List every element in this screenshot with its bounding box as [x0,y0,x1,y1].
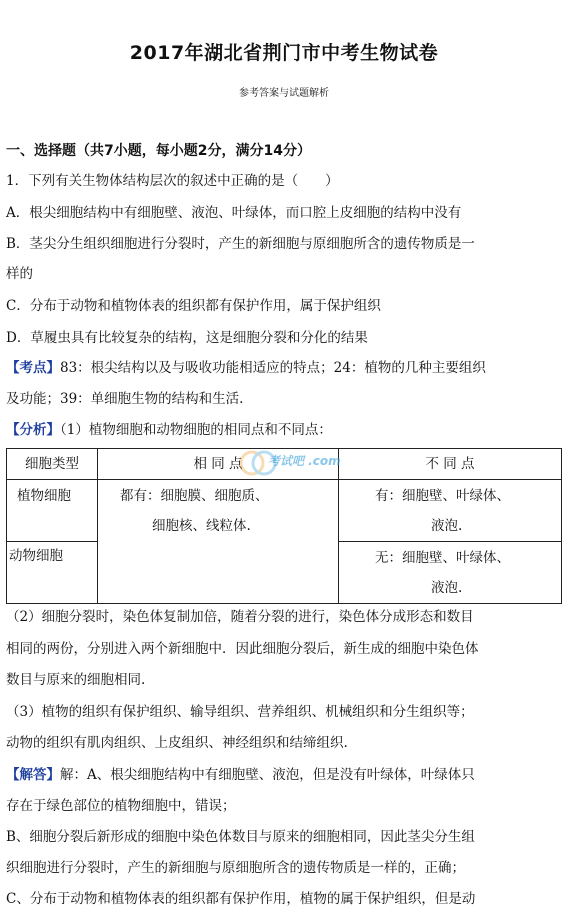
jieda-line5: C、分布于动物和植物体表的组织都有保护作用，植物的属于保护组织，但是动 [6,891,476,907]
table-cell-animal: 动物细胞 [7,542,98,604]
jieda-line4: 织细胞进行分裂时，产生的新细胞与原细胞所含的遗传物质是一样的，正确； [6,860,465,876]
section-heading: 一、选择题（共7小题，每小题2分，满分14分） [6,143,311,159]
plant-diff-line2: 液泡. [431,518,463,534]
para3-line1: （3）植物的组织有保护组织、输导组织、营养组织、机械组织和分生组织等； [6,704,474,720]
para2-line1: （2）细胞分裂时，染色体复制加倍，随着分裂的进行，染色体分成形态和数目 [6,609,474,625]
jieda-tag: 【解答】 [6,767,60,783]
jieda-text1: 解：A、根尖细胞结构中有细胞壁、液泡，但是没有叶绿体，叶绿体只 [60,767,475,783]
option-d: D．草履虫具有比较复杂的结构，这是细胞分裂和分化的结果 [6,330,368,346]
jieda-line1 [6,765,562,785]
table-cell-animal-diff [339,542,562,604]
fenxi-tag: 【分析】 [6,422,60,438]
table-header-diff: 不 同 点 [339,449,562,480]
fenxi-text: （1）植物细胞和动物细胞的相同点和不同点： [60,422,332,438]
para2-line2: 相同的两份，分别进入两个新细胞中．因此细胞分裂后，新生成的细胞中染色体 [6,641,479,657]
same-line1: 都有：细胞膜、细胞质、 [120,488,269,504]
table-cell-plant: 植物细胞 [7,480,98,542]
watermark-text: 考试吧 .com [268,454,341,468]
kaodian-text1: 83：根尖结构以及与吸收功能相适应的特点；24：植物的几种主要组织 [60,360,486,376]
question-stem: 1．下列有关生物体结构层次的叙述中正确的是（ ） [6,173,339,189]
table-cell-same [98,480,339,604]
option-b-line1: B．茎尖分生组织细胞进行分裂时，产生的新细胞与原细胞所含的遗传物质是一 [6,236,475,252]
page-title: 2017年湖北省荆门市中考生物试卷 [129,42,439,64]
kaodian-line2: 及功能；39：单细胞生物的结构和生活. [6,391,244,407]
table-cell-plant-diff [339,480,562,542]
table-header-same: 相 同 点 [98,449,339,480]
animal-diff-line2: 液泡. [431,580,463,596]
page-subtitle: 参考答案与试题解析 [239,88,329,99]
para2-line3: 数目与原来的细胞相同. [6,672,146,688]
option-a: A．根尖细胞结构中有细胞壁、液泡、叶绿体，而口腔上皮细胞的结构中没有 [6,205,462,221]
table-header-type: 细胞类型 [7,449,98,480]
para3-line2: 动物的组织有肌肉组织、上皮组织、神经组织和结缔组织. [6,735,348,751]
kaodian-line1 [6,358,562,378]
fenxi-line [6,420,562,440]
kaodian-tag: 【考点】 [6,360,60,376]
option-c: C．分布于动物和植物体表的组织都有保护作用，属于保护组织 [6,298,381,314]
same-line2: 细胞核、线粒体. [152,518,251,534]
option-b-line2: 样的 [6,266,33,282]
animal-diff-line1: 无：细胞壁、叶绿体、 [375,550,510,566]
jieda-line2: 存在于绿色部位的植物细胞中，错误； [6,798,236,814]
jieda-line3: B、细胞分裂后新形成的细胞中染色体数目与原来的细胞相同，因此茎尖分生组 [6,829,475,845]
plant-diff-line1: 有：细胞壁、叶绿体、 [375,488,510,504]
